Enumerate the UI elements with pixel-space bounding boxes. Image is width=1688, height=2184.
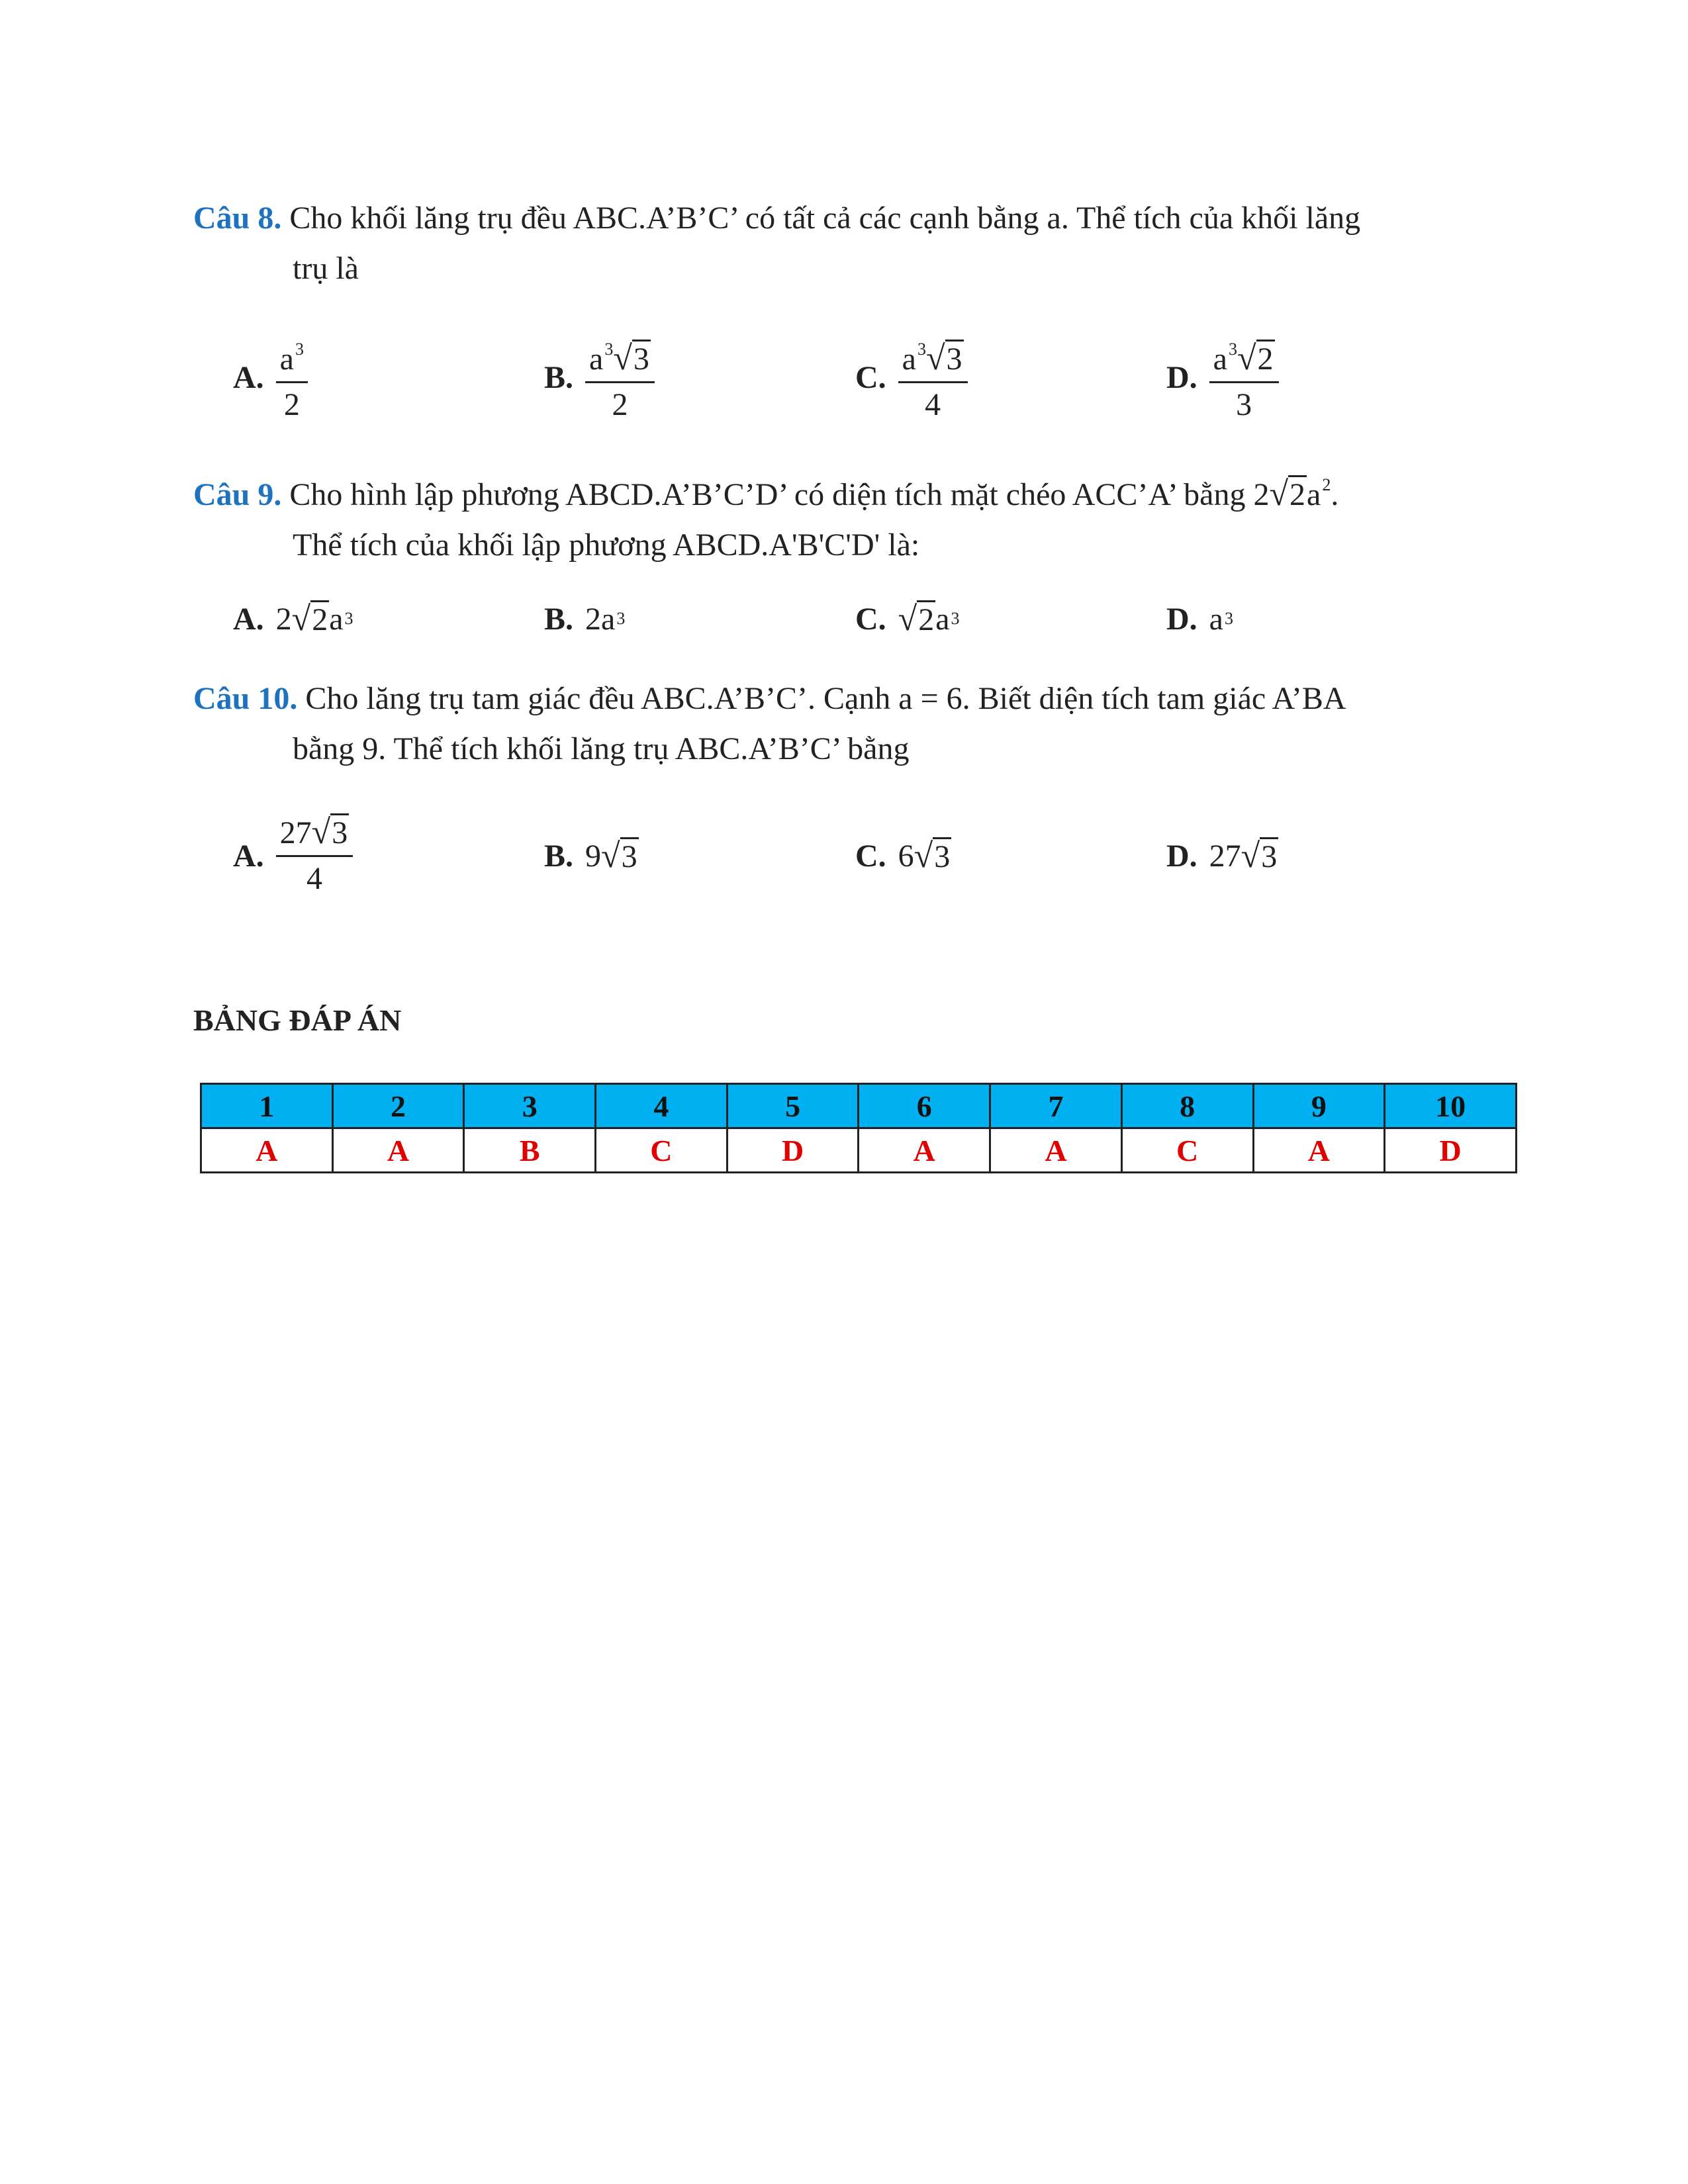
radicand: 3 (945, 340, 964, 377)
fraction (1209, 330, 1279, 424)
radical-sign: √ (1237, 340, 1256, 377)
answer-cell: A (1253, 1128, 1385, 1173)
question-number-cell: 5 (727, 1084, 859, 1128)
option-10-d[interactable] (1166, 806, 1278, 905)
exponent: 3 (951, 609, 960, 628)
exponent: 3 (604, 340, 614, 359)
fraction-denominator: 3 (1236, 387, 1252, 422)
answer-cell: C (596, 1128, 727, 1173)
option-8-a[interactable] (233, 328, 308, 427)
option-letter: B. (544, 838, 574, 874)
question-number-cell: 7 (990, 1084, 1122, 1128)
option-9-c[interactable] (855, 569, 960, 668)
answer-key-header-row (201, 1084, 1517, 1128)
question-number-cell: 6 (859, 1084, 990, 1128)
coefficient: 2 (275, 601, 292, 637)
radicand: 3 (620, 837, 639, 874)
base-var: a (589, 341, 604, 377)
option-9-d[interactable] (1166, 569, 1233, 668)
exponent: 3 (1228, 340, 1237, 359)
radical-sign: √ (1241, 837, 1260, 875)
radical-sign: √ (925, 340, 945, 377)
option-letter: A. (233, 601, 264, 637)
fraction-denominator: 4 (306, 861, 322, 896)
sqrt (312, 813, 350, 852)
option-letter: D. (1166, 601, 1197, 637)
fraction (585, 330, 655, 424)
sqrt (914, 837, 952, 876)
answer-key-answer-row (201, 1128, 1517, 1173)
question-number-cell: 9 (1253, 1084, 1385, 1128)
answer-cell: A (201, 1128, 333, 1173)
base-var: a (1307, 477, 1321, 512)
option-letter: B. (544, 601, 574, 637)
option-9-a[interactable] (233, 569, 353, 668)
answer-cell: A (332, 1128, 464, 1173)
question-10-text-2: . Biết diện tích tam giác A’BA (962, 681, 1346, 716)
option-letter: C. (855, 838, 886, 874)
sqrt (613, 340, 651, 379)
option-letter: D. (1166, 359, 1197, 395)
sqrt (926, 340, 964, 379)
question-8-line-2 (193, 244, 1517, 294)
coefficient: 2 (585, 601, 602, 637)
radical-sign: √ (613, 340, 632, 377)
answer-key-title: BẢNG ĐÁP ÁN (193, 1003, 402, 1037)
fraction (276, 330, 308, 424)
sqrt (898, 600, 936, 639)
question-10-label: Câu 10. (193, 681, 298, 716)
coefficient: 27 (279, 815, 312, 850)
answer-cell: C (1121, 1128, 1253, 1173)
option-8-d[interactable] (1166, 328, 1279, 427)
question-8-label: Câu 8. (193, 201, 282, 236)
question-9 (193, 460, 1517, 570)
fraction (276, 813, 353, 898)
fraction-numerator (585, 330, 655, 383)
exponent: 2 (1322, 475, 1331, 494)
radicand: 3 (632, 340, 651, 377)
option-10-b[interactable] (544, 806, 639, 905)
radicand: 2 (917, 600, 935, 637)
punctuation: . (1331, 477, 1339, 512)
coefficient: 6 (898, 838, 914, 874)
question-9-text-2: Thể tích của khối lập phương ABCD.A'B'C'D' là: (293, 527, 920, 563)
radicand: 3 (933, 837, 951, 874)
option-letter: A. (233, 359, 264, 395)
option-10-c[interactable] (855, 806, 951, 905)
coefficient: 9 (585, 838, 602, 874)
base-var: a (1213, 341, 1227, 377)
answer-cell: A (990, 1128, 1122, 1173)
question-number-cell: 8 (1121, 1084, 1253, 1128)
fraction-numerator (898, 330, 968, 383)
sqrt (1269, 469, 1307, 520)
option-8-b[interactable] (544, 328, 655, 427)
coefficient: 27 (1209, 838, 1241, 874)
radicand: 2 (310, 600, 329, 637)
coefficient: 2 (1253, 477, 1270, 512)
question-number-cell: 3 (464, 1084, 596, 1128)
radical-sign: √ (898, 600, 917, 638)
fraction-numerator (276, 330, 308, 383)
radical-sign: √ (601, 837, 620, 875)
exponent: 3 (1224, 609, 1233, 628)
question-9-options (233, 569, 1491, 668)
question-8-line-1 (193, 193, 1517, 244)
base-var: a (902, 341, 916, 377)
base-var: a (1209, 601, 1223, 637)
question-10 (193, 674, 1517, 774)
option-letter: A. (233, 838, 264, 874)
answer-key-table (200, 1083, 1517, 1173)
base-var: a (329, 601, 344, 637)
question-9-line-2 (193, 520, 1517, 570)
radical-sign: √ (291, 600, 311, 638)
radical-sign: √ (914, 837, 933, 875)
exponent: 3 (295, 340, 304, 359)
exponent: 3 (616, 609, 626, 628)
question-10-text-3: bằng 9. Thể tích khối lăng trụ ABC.A’B’C’ bằng (293, 731, 910, 766)
question-9-text-1: Cho hình lập phương ABCD.A’B’C’D’ có diện tích mặt chéo ACC’A’ bằng (289, 477, 1246, 512)
question-10-options (233, 806, 1491, 905)
option-9-b[interactable] (544, 569, 625, 668)
question-9-line-1 (193, 460, 1517, 520)
answer-cell: B (464, 1128, 596, 1173)
question-8 (193, 193, 1517, 294)
fraction-denominator: 4 (925, 387, 941, 422)
radicand: 2 (1288, 475, 1307, 512)
question-10-text-1: Cho lăng trụ tam giác đều ABC.A’B’C’. Cạnh (305, 681, 891, 716)
question-number-cell: 1 (201, 1084, 333, 1128)
question-8-text-1: Cho khối lăng trụ đều ABC.A’B’C’ có tất cả các cạnh bằng a. Thể tích của khối lăng (289, 201, 1361, 236)
question-9-label: Câu 9. (193, 477, 282, 512)
exponent: 3 (917, 340, 926, 359)
question-10-line-2 (193, 724, 1517, 774)
option-letter: C. (855, 359, 886, 395)
option-10-a[interactable] (233, 806, 353, 905)
inline-math (1253, 477, 1338, 512)
question-8-options (233, 328, 1491, 427)
radical-sign: √ (311, 813, 331, 851)
base-var: a (935, 601, 950, 637)
fraction-denominator: 2 (612, 387, 628, 422)
option-8-c[interactable] (855, 328, 968, 427)
question-number-cell: 10 (1385, 1084, 1517, 1128)
question-10-line-1 (193, 674, 1517, 724)
base-var: a (279, 341, 294, 377)
fraction-denominator: 2 (283, 387, 300, 422)
answer-cell: D (1385, 1128, 1517, 1173)
fraction-numerator (276, 813, 353, 857)
question-number-cell: 2 (332, 1084, 464, 1128)
inline-math: a = 6 (898, 681, 962, 716)
exponent: 3 (344, 609, 353, 628)
answer-cell: A (859, 1128, 990, 1173)
base-var: a (601, 601, 616, 637)
radicand: 2 (1256, 340, 1275, 377)
fraction-numerator (1209, 330, 1279, 383)
sqrt (292, 600, 330, 639)
option-letter: C. (855, 601, 886, 637)
question-number-cell: 4 (596, 1084, 727, 1128)
answer-cell: D (727, 1128, 859, 1173)
radicand: 3 (330, 813, 349, 850)
radicand: 3 (1260, 837, 1278, 874)
option-letter: D. (1166, 838, 1197, 874)
sqrt (601, 837, 639, 876)
question-8-text-2: trụ là (293, 251, 359, 286)
radical-sign: √ (1269, 475, 1289, 513)
sqrt (1237, 340, 1275, 379)
fraction (898, 330, 968, 424)
option-letter: B. (544, 359, 574, 395)
sqrt (1241, 837, 1279, 876)
